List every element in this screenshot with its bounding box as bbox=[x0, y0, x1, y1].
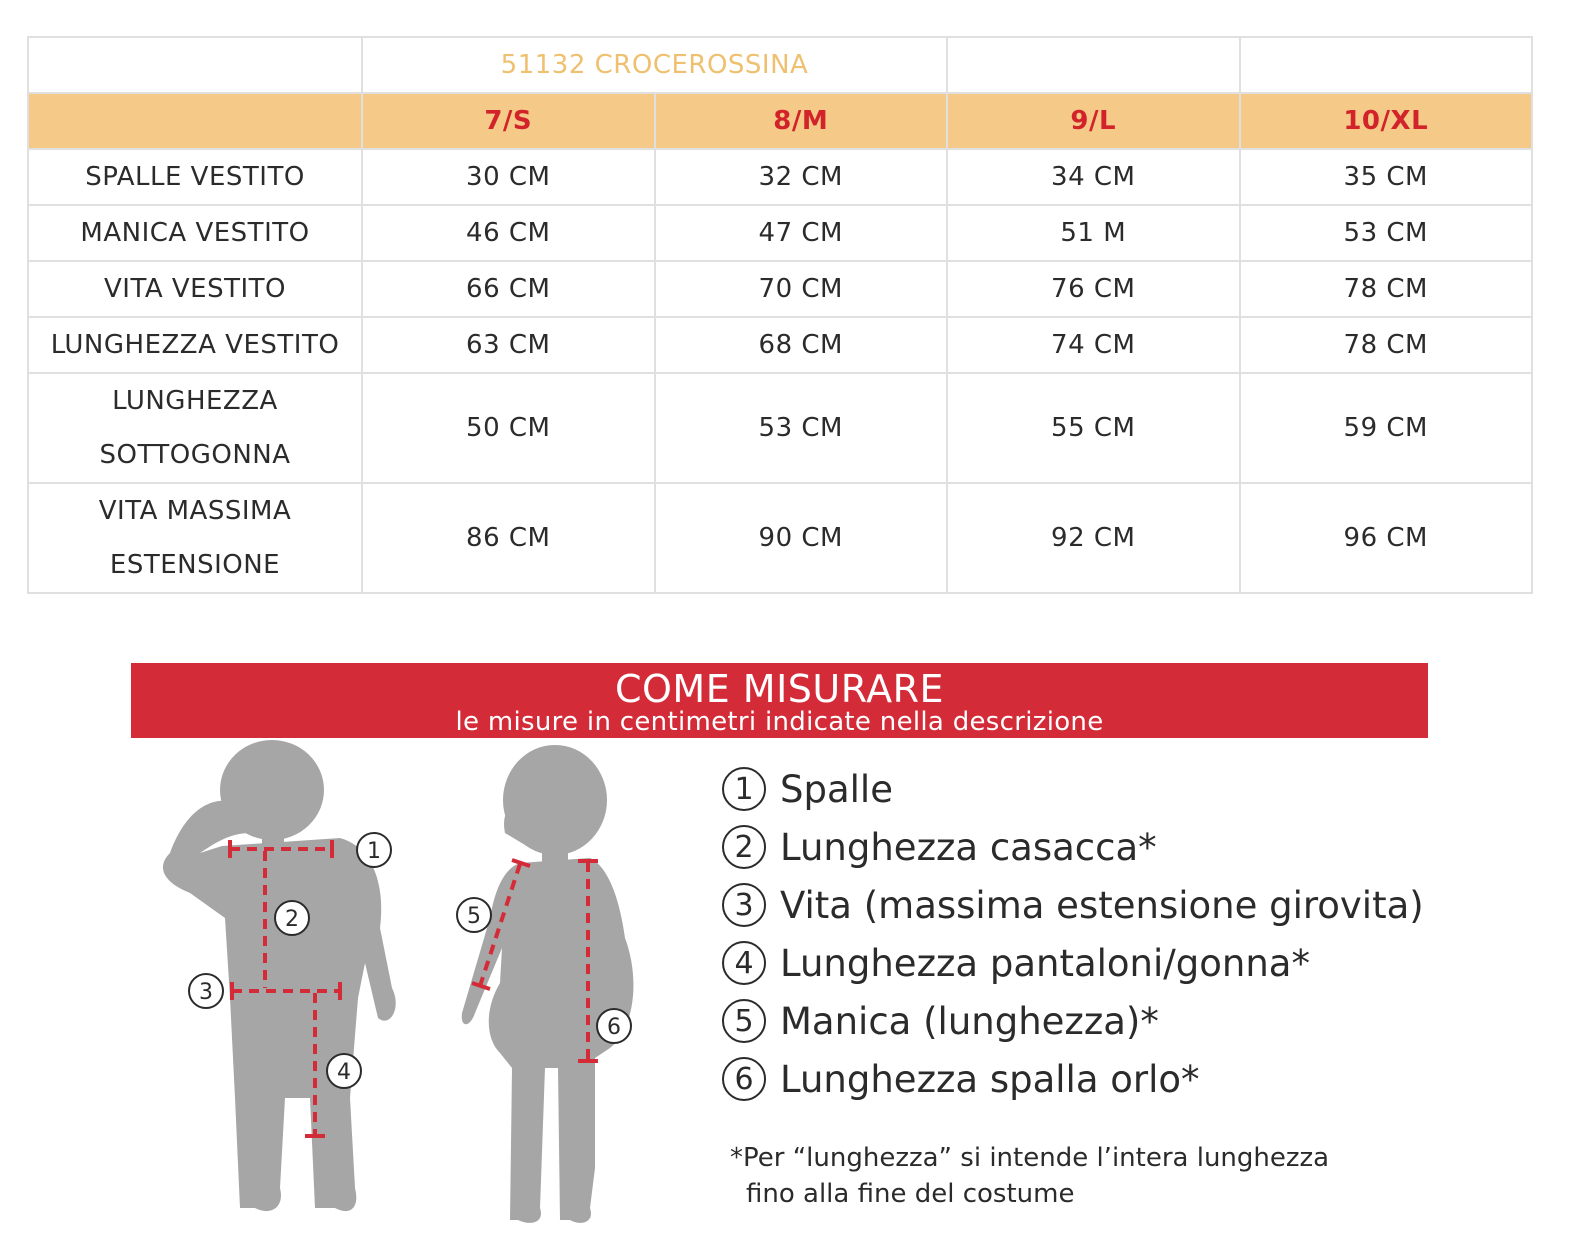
measure-cell: 78 CM bbox=[1240, 317, 1533, 373]
measurement-figures bbox=[140, 738, 660, 1238]
legend-text: Lunghezza casacca* bbox=[780, 825, 1157, 869]
legend-item bbox=[722, 818, 1462, 876]
legend-number-icon: 2 bbox=[722, 825, 766, 869]
marker-3-icon bbox=[189, 974, 223, 1008]
legend-number-icon: 3 bbox=[722, 883, 766, 927]
svg-text:5: 5 bbox=[467, 904, 481, 929]
row-label-text: VITA VESTITO bbox=[104, 274, 286, 304]
table-row bbox=[28, 149, 1532, 205]
measure-cell: 46 CM bbox=[362, 205, 655, 261]
measure-cell: 30 CM bbox=[362, 149, 655, 205]
legend-item bbox=[722, 760, 1462, 818]
legend-text: Lunghezza spalla orlo* bbox=[780, 1057, 1200, 1101]
legend-item bbox=[722, 992, 1462, 1050]
svg-text:4: 4 bbox=[337, 1060, 351, 1085]
how-to-measure-title: COME MISURARE bbox=[614, 667, 945, 711]
row-label bbox=[28, 261, 362, 317]
marker-6-icon bbox=[597, 1009, 631, 1043]
table-header-row bbox=[28, 37, 1532, 93]
size-header: 8/M bbox=[655, 93, 948, 149]
table-row bbox=[28, 205, 1532, 261]
legend-text: Manica (lunghezza)* bbox=[780, 999, 1159, 1043]
sizes-row bbox=[28, 93, 1532, 149]
legend-item bbox=[722, 934, 1462, 992]
product-title: 51132 CROCEROSSINA bbox=[362, 37, 947, 93]
row-label-text: LUNGHEZZA VESTITO bbox=[50, 330, 340, 360]
svg-text:2: 2 bbox=[285, 907, 299, 932]
marker-5-icon bbox=[457, 898, 491, 932]
row-label bbox=[28, 317, 362, 373]
measure-cell: 35 CM bbox=[1240, 149, 1533, 205]
legend-text: Vita (massima estensione girovita) bbox=[780, 883, 1424, 927]
legend-text: Spalle bbox=[780, 767, 893, 811]
empty-corner-cell bbox=[28, 37, 362, 93]
row-label bbox=[28, 483, 362, 593]
measure-cell: 53 CM bbox=[1240, 205, 1533, 261]
measure-cell: 70 CM bbox=[655, 261, 948, 317]
row-label bbox=[28, 373, 362, 483]
measure-cell: 63 CM bbox=[362, 317, 655, 373]
legend-number-icon: 1 bbox=[722, 767, 766, 811]
table-row bbox=[28, 373, 1532, 483]
row-label-text: SOTTOGONNA bbox=[99, 440, 291, 470]
measure-cell: 68 CM bbox=[655, 317, 948, 373]
row-label-text: ESTENSIONE bbox=[109, 550, 281, 580]
marker-2-icon bbox=[275, 901, 309, 935]
measure-cell: 59 CM bbox=[1240, 373, 1533, 483]
measure-cell: 86 CM bbox=[362, 483, 655, 593]
svg-text:3: 3 bbox=[199, 980, 213, 1005]
measure-cell: 34 CM bbox=[947, 149, 1240, 205]
measure-cell: 47 CM bbox=[655, 205, 948, 261]
length-footnote bbox=[730, 1140, 1430, 1212]
empty-size-label-cell bbox=[28, 93, 362, 149]
measurement-legend bbox=[722, 760, 1462, 1108]
measure-cell: 74 CM bbox=[947, 317, 1240, 373]
svg-text:1: 1 bbox=[367, 839, 381, 864]
footnote-line: *Per “lunghezza” si intende l’intera lunghezza bbox=[730, 1143, 1330, 1173]
measure-cell: 32 CM bbox=[655, 149, 948, 205]
measure-cell: 78 CM bbox=[1240, 261, 1533, 317]
row-label-text: VITA MASSIMA bbox=[98, 496, 292, 526]
row-label bbox=[28, 205, 362, 261]
legend-item bbox=[722, 876, 1462, 934]
measure-cell: 76 CM bbox=[947, 261, 1240, 317]
measure-cell: 96 CM bbox=[1240, 483, 1533, 593]
measure-cell: 66 CM bbox=[362, 261, 655, 317]
measure-cell: 51 M bbox=[947, 205, 1240, 261]
size-chart-table bbox=[27, 36, 1533, 594]
footnote-line: fino alla fine del costume bbox=[746, 1179, 1075, 1209]
row-label-text: LUNGHEZZA bbox=[112, 386, 278, 416]
how-to-measure-banner bbox=[131, 663, 1428, 738]
marker-4-icon bbox=[327, 1054, 361, 1088]
empty-header-cell bbox=[1240, 37, 1533, 93]
legend-number-icon: 5 bbox=[722, 999, 766, 1043]
how-to-measure-subtitle: le misure in centimetri indicate nella descrizione bbox=[455, 707, 1104, 737]
table-row bbox=[28, 317, 1532, 373]
legend-item bbox=[722, 1050, 1462, 1108]
size-header: 7/S bbox=[362, 93, 655, 149]
row-label-text: MANICA VESTITO bbox=[80, 218, 310, 248]
table-row bbox=[28, 261, 1532, 317]
size-header: 10/XL bbox=[1240, 93, 1533, 149]
legend-number-icon: 4 bbox=[722, 941, 766, 985]
measure-cell: 55 CM bbox=[947, 373, 1240, 483]
measure-cell: 53 CM bbox=[655, 373, 948, 483]
measure-cell: 92 CM bbox=[947, 483, 1240, 593]
empty-header-cell bbox=[947, 37, 1240, 93]
size-header: 9/L bbox=[947, 93, 1240, 149]
row-label-text: SPALLE VESTITO bbox=[85, 162, 305, 192]
legend-number-icon: 6 bbox=[722, 1057, 766, 1101]
legend-text: Lunghezza pantaloni/gonna* bbox=[780, 941, 1310, 985]
marker-1-icon bbox=[357, 833, 391, 867]
table-row bbox=[28, 483, 1532, 593]
row-label bbox=[28, 149, 362, 205]
svg-text:6: 6 bbox=[607, 1015, 621, 1040]
girl-silhouette-icon bbox=[462, 745, 634, 1223]
measure-cell: 90 CM bbox=[655, 483, 948, 593]
measure-cell: 50 CM bbox=[362, 373, 655, 483]
